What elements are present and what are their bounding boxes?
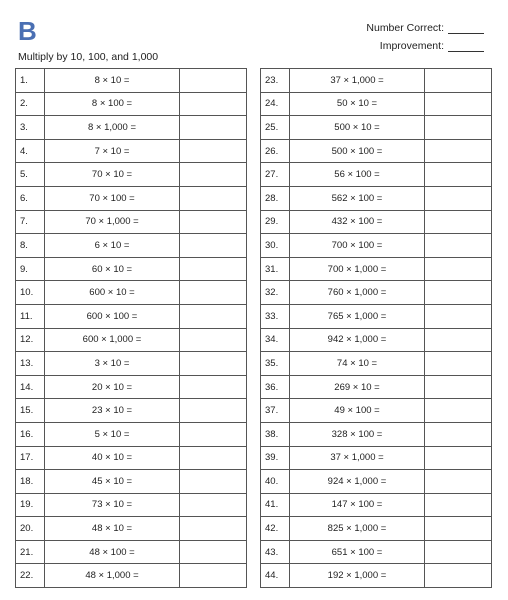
problem-expression: 56 × 100 = <box>290 163 425 187</box>
problem-row <box>16 304 247 328</box>
problem-row <box>261 257 492 281</box>
problem-number: 26. <box>261 139 290 163</box>
answer-cell[interactable] <box>425 139 492 163</box>
answer-cell[interactable] <box>180 186 247 210</box>
answer-cell[interactable] <box>180 470 247 494</box>
answer-cell[interactable] <box>180 328 247 352</box>
problem-number: 19. <box>16 493 45 517</box>
problem-row <box>16 92 247 116</box>
problem-number: 2. <box>16 92 45 116</box>
problem-number: 44. <box>261 564 290 588</box>
answer-cell[interactable] <box>180 210 247 234</box>
answer-cell[interactable] <box>425 92 492 116</box>
problem-row <box>261 328 492 352</box>
number-correct-blank[interactable] <box>448 24 484 34</box>
answer-cell[interactable] <box>180 352 247 376</box>
problem-expression: 48 × 1,000 = <box>45 564 180 588</box>
problem-row <box>16 517 247 541</box>
answer-cell[interactable] <box>425 69 492 93</box>
number-correct <box>366 22 484 34</box>
problem-row <box>261 186 492 210</box>
problem-row <box>16 281 247 305</box>
problem-row <box>16 540 247 564</box>
problem-expression: 23 × 10 = <box>45 399 180 423</box>
problem-expression: 70 × 1,000 = <box>45 210 180 234</box>
answer-cell[interactable] <box>425 163 492 187</box>
problem-number: 32. <box>261 281 290 305</box>
problem-number: 36. <box>261 375 290 399</box>
problem-row <box>261 139 492 163</box>
answer-cell[interactable] <box>425 375 492 399</box>
problem-expression: 942 × 1,000 = <box>290 328 425 352</box>
problem-expression: 48 × 100 = <box>45 540 180 564</box>
answer-cell[interactable] <box>425 399 492 423</box>
problem-expression: 600 × 1,000 = <box>45 328 180 352</box>
problem-expression: 37 × 1,000 = <box>290 446 425 470</box>
problem-row <box>16 352 247 376</box>
problem-number: 34. <box>261 328 290 352</box>
problem-number: 5. <box>16 163 45 187</box>
answer-cell[interactable] <box>180 257 247 281</box>
problem-expression: 6 × 10 = <box>45 234 180 258</box>
problem-expression: 5 × 10 = <box>45 422 180 446</box>
problem-expression: 760 × 1,000 = <box>290 281 425 305</box>
problem-row <box>261 234 492 258</box>
problem-row <box>261 352 492 376</box>
problem-row <box>16 210 247 234</box>
answer-cell[interactable] <box>180 116 247 140</box>
problem-row <box>261 399 492 423</box>
number-correct-label: Number Correct: <box>366 22 444 34</box>
problem-row <box>261 69 492 93</box>
problem-row <box>261 446 492 470</box>
problem-number: 7. <box>16 210 45 234</box>
answer-cell[interactable] <box>425 422 492 446</box>
problem-expression: 49 × 100 = <box>290 399 425 423</box>
answer-cell[interactable] <box>425 116 492 140</box>
answer-cell[interactable] <box>425 470 492 494</box>
problem-number: 27. <box>261 163 290 187</box>
answer-cell[interactable] <box>425 234 492 258</box>
answer-cell[interactable] <box>425 210 492 234</box>
problem-number: 28. <box>261 186 290 210</box>
answer-cell[interactable] <box>180 304 247 328</box>
problem-expression: 20 × 10 = <box>45 375 180 399</box>
problem-row <box>16 163 247 187</box>
problem-expression: 74 × 10 = <box>290 352 425 376</box>
answer-cell[interactable] <box>180 493 247 517</box>
problem-row <box>261 422 492 446</box>
problem-row <box>16 69 247 93</box>
problem-expression: 328 × 100 = <box>290 422 425 446</box>
problem-expression: 45 × 10 = <box>45 470 180 494</box>
problem-expression: 600 × 10 = <box>45 281 180 305</box>
answer-cell[interactable] <box>180 69 247 93</box>
problem-expression: 500 × 100 = <box>290 139 425 163</box>
answer-cell[interactable] <box>425 352 492 376</box>
problem-expression: 825 × 1,000 = <box>290 517 425 541</box>
answer-cell[interactable] <box>180 422 247 446</box>
problem-expression: 8 × 100 = <box>45 92 180 116</box>
problem-number: 23. <box>261 69 290 93</box>
problem-expression: 37 × 1,000 = <box>290 69 425 93</box>
problem-number: 40. <box>261 470 290 494</box>
problem-row <box>16 116 247 140</box>
answer-cell[interactable] <box>180 399 247 423</box>
answer-cell[interactable] <box>425 517 492 541</box>
problem-expression: 700 × 1,000 = <box>290 257 425 281</box>
problem-row <box>261 493 492 517</box>
problem-number: 18. <box>16 470 45 494</box>
problem-row <box>16 375 247 399</box>
answer-cell[interactable] <box>425 540 492 564</box>
sheet-letter: B <box>18 16 37 46</box>
problem-expression: 432 × 100 = <box>290 210 425 234</box>
problem-number: 4. <box>16 139 45 163</box>
problem-row <box>16 446 247 470</box>
problem-row <box>261 540 492 564</box>
problem-row <box>261 116 492 140</box>
instructions: Multiply by 10, 100, and 1,000 <box>18 51 159 63</box>
problem-row <box>16 422 247 446</box>
problem-expression: 70 × 100 = <box>45 186 180 210</box>
problem-row <box>261 470 492 494</box>
answer-cell[interactable] <box>425 304 492 328</box>
problem-expression: 3 × 10 = <box>45 352 180 376</box>
problem-row <box>16 564 247 588</box>
problem-expression: 600 × 100 = <box>45 304 180 328</box>
problem-row <box>16 186 247 210</box>
problem-number: 29. <box>261 210 290 234</box>
problem-expression: 765 × 1,000 = <box>290 304 425 328</box>
improvement-label: Improvement: <box>379 40 444 52</box>
problem-expression: 562 × 100 = <box>290 186 425 210</box>
problem-row <box>261 210 492 234</box>
problem-table-right <box>260 68 492 588</box>
problem-expression: 8 × 10 = <box>45 69 180 93</box>
problem-row <box>16 470 247 494</box>
problem-number: 38. <box>261 422 290 446</box>
problem-expression: 500 × 10 = <box>290 116 425 140</box>
problem-row <box>261 564 492 588</box>
answer-cell[interactable] <box>425 281 492 305</box>
problem-expression: 192 × 1,000 = <box>290 564 425 588</box>
problem-number: 35. <box>261 352 290 376</box>
answer-cell[interactable] <box>180 375 247 399</box>
problem-expression: 73 × 10 = <box>45 493 180 517</box>
answer-cell[interactable] <box>425 328 492 352</box>
problem-number: 20. <box>16 517 45 541</box>
answer-cell[interactable] <box>180 139 247 163</box>
answer-cell[interactable] <box>425 186 492 210</box>
problem-number: 14. <box>16 375 45 399</box>
problem-expression: 147 × 100 = <box>290 493 425 517</box>
problem-number: 3. <box>16 116 45 140</box>
problem-row <box>261 163 492 187</box>
problem-number: 41. <box>261 493 290 517</box>
problem-row <box>16 493 247 517</box>
problem-row <box>16 328 247 352</box>
problem-expression: 700 × 100 = <box>290 234 425 258</box>
problem-number: 25. <box>261 116 290 140</box>
answer-cell[interactable] <box>180 281 247 305</box>
problem-number: 13. <box>16 352 45 376</box>
answer-cell[interactable] <box>180 92 247 116</box>
problem-number: 30. <box>261 234 290 258</box>
answer-cell[interactable] <box>180 540 247 564</box>
problem-row <box>16 257 247 281</box>
problem-row <box>261 304 492 328</box>
problem-row <box>261 92 492 116</box>
problem-expression: 60 × 10 = <box>45 257 180 281</box>
problem-table-left <box>15 68 247 588</box>
problem-number: 24. <box>261 92 290 116</box>
problem-expression: 70 × 10 = <box>45 163 180 187</box>
problem-expression: 651 × 100 = <box>290 540 425 564</box>
problem-number: 11. <box>16 304 45 328</box>
problem-number: 16. <box>16 422 45 446</box>
problem-number: 37. <box>261 399 290 423</box>
problem-number: 15. <box>16 399 45 423</box>
problem-expression: 269 × 10 = <box>290 375 425 399</box>
problem-number: 8. <box>16 234 45 258</box>
problem-expression: 924 × 1,000 = <box>290 470 425 494</box>
problem-number: 1. <box>16 69 45 93</box>
problem-number: 22. <box>16 564 45 588</box>
problem-row <box>261 517 492 541</box>
answer-cell[interactable] <box>425 493 492 517</box>
problem-number: 21. <box>16 540 45 564</box>
problem-number: 33. <box>261 304 290 328</box>
problem-expression: 40 × 10 = <box>45 446 180 470</box>
problem-row <box>16 399 247 423</box>
answer-cell[interactable] <box>180 517 247 541</box>
improvement <box>380 40 484 52</box>
problem-row <box>261 281 492 305</box>
answer-cell[interactable] <box>425 446 492 470</box>
answer-cell[interactable] <box>180 564 247 588</box>
problem-number: 31. <box>261 257 290 281</box>
problem-number: 10. <box>16 281 45 305</box>
problem-row <box>16 234 247 258</box>
problem-number: 39. <box>261 446 290 470</box>
problem-expression: 50 × 10 = <box>290 92 425 116</box>
answer-cell[interactable] <box>425 564 492 588</box>
problem-expression: 8 × 1,000 = <box>45 116 180 140</box>
answer-cell[interactable] <box>180 446 247 470</box>
improvement-blank[interactable] <box>448 42 484 52</box>
problem-expression: 7 × 10 = <box>45 139 180 163</box>
answer-cell[interactable] <box>180 163 247 187</box>
problem-number: 12. <box>16 328 45 352</box>
problem-row <box>261 375 492 399</box>
answer-cell[interactable] <box>180 234 247 258</box>
answer-cell[interactable] <box>425 257 492 281</box>
problem-expression: 48 × 10 = <box>45 517 180 541</box>
problem-number: 17. <box>16 446 45 470</box>
problem-number: 6. <box>16 186 45 210</box>
problem-number: 43. <box>261 540 290 564</box>
problem-number: 42. <box>261 517 290 541</box>
problem-row <box>16 139 247 163</box>
problem-number: 9. <box>16 257 45 281</box>
